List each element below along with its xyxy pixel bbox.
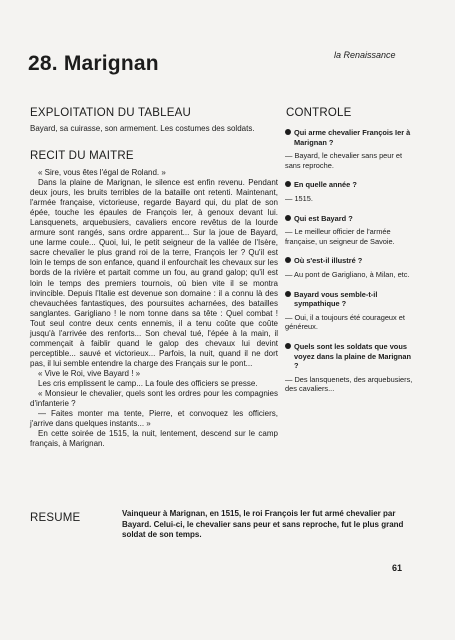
qa-item: [285, 256, 415, 279]
page-number: 61: [392, 563, 403, 573]
bullet-icon: [285, 291, 291, 297]
qa-item: [285, 342, 415, 394]
bullet-icon: [285, 181, 291, 187]
page-title: 28. Marignan: [28, 52, 159, 75]
recit-paragraph: « Vive le Roi, vive Bayard ! »: [38, 368, 141, 378]
recit-paragraph: « Monsieur le chevalier, quels sont les ordres pour les compagnies d'infanterie ?: [30, 389, 278, 409]
resume-text: Vainqueur à Marignan, en 1515, le roi François Ier fut armé chevalier par Bayard. Celui-ci, le chevalier sans peur et sans reproche, fut le plus grand soldat de son temps.: [122, 509, 404, 539]
controle-heading: CONTROLE: [286, 107, 352, 119]
recit-paragraph: Les cris emplissent le camp... La foule des officiers se presse.: [38, 378, 258, 388]
qa-item: [285, 128, 415, 170]
question: Où s'est-il illustré ?: [294, 256, 363, 266]
recit-paragraph: Dans la plaine de Marignan, le silence est enfin revenu. Pendant deux jours, les bruits terribles de la bataille ont retenti. Maintenant, l'armée française, victorieuse, regarde Bayard qui, du plat de son épée, touche les épaules de François Ier, à genoux devant lui. Lansquenets, arquebusiers, cavaliers encore revêtus de la lourde armure sont rangés, sans ordre apparent... Sur la joue de Bayard, une larme coule... Quoi, lui, le petit seigneur de la vallée de l'Isère, sacre chevalier le plus grand roi de la terre, François Ier ? Qu'il est loin le temps de son enfance, quand il enfourchait les chevaux sur les bords de la rivière et partait comme un fou, au grand galop; qu'il est loin le temps des premiers tournois, où bien vite il se montra invincible. Depuis l'Italie est devenue son domaine : il a connu là des chevauchées fantastiques, des poursuites acharnées, des batailles sanglantes. Garigliano ! le nom tonne dans sa tête : Quel combat ! Tout seul contre deux cents ennemis, il a tenu coûte que coûte jusqu'à l'arrivée des renforts... Son cheval tué, l'épée à la main, il commençait à faiblir quand le galop des chevaux lui devint perceptible... sauvé et victorieux... Parfois, la nuit, quand il ne dort pas, il lui semble entendre la charge des Français sur le pont...: [30, 178, 278, 368]
question: Qui arme chevalier François Ier à Marignan ?: [294, 128, 411, 147]
bullet-icon: [285, 257, 291, 263]
resume-heading: RESUME: [30, 512, 81, 524]
question: Quels sont les soldats que vous voyez dans la plaine de Marignan ?: [294, 341, 412, 371]
exploitation-heading: EXPLOITATION DU TABLEAU: [30, 107, 191, 119]
answer: — Bayard, le chevalier sans peur et sans reproche.: [285, 151, 403, 170]
answer: — Oui, il a toujours été courageux et généreux.: [285, 312, 405, 332]
recit-paragraph: En cette soirée de 1515, la nuit, lentement, descend sur le camp français, à Marignan.: [30, 429, 278, 449]
question: Qui est Bayard ?: [294, 213, 353, 223]
controle-list: [285, 128, 415, 404]
qa-item: [285, 180, 415, 203]
question: En quelle année ?: [294, 180, 357, 190]
bullet-icon: [285, 129, 291, 135]
answer: — Le meilleur officier de l'armée française, un seigneur de Savoie.: [285, 227, 395, 246]
section-label: la Renaissance: [334, 50, 396, 60]
recit-heading: RECIT DU MAITRE: [30, 150, 134, 162]
answer: — Des lansquenets, des arquebusiers, des cavaliers...: [285, 374, 413, 394]
qa-item: [285, 214, 415, 247]
bullet-icon: [285, 215, 291, 221]
answer: — 1515.: [285, 193, 313, 203]
recit-paragraph: « Sire, vous êtes l'égal de Roland. »: [38, 168, 166, 177]
recit-body: [30, 168, 278, 449]
recit-paragraph: — Faites monter ma tente, Pierre, et convoquez les officiers, j'arrive dans quelques instants... »: [30, 409, 278, 429]
bullet-icon: [285, 343, 291, 349]
qa-item: [285, 290, 415, 332]
answer: — Au pont de Garigliano, à Milan, etc.: [285, 269, 410, 279]
exploitation-text: Bayard, sa cuirasse, son armement. Les costumes des soldats.: [30, 124, 255, 133]
question: Bayard vous semble-t-il sympathique ?: [294, 289, 378, 309]
